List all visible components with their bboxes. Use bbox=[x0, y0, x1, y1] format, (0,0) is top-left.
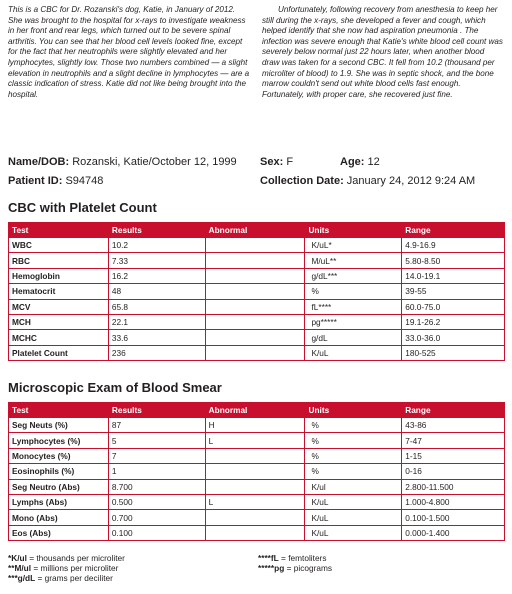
column-header: Results bbox=[108, 403, 205, 418]
units-cell: % bbox=[305, 418, 402, 433]
legend-abbreviation: *****pg bbox=[258, 563, 285, 573]
range-cell: 4.9-16.9 bbox=[402, 238, 505, 253]
table-row bbox=[9, 433, 505, 448]
range-cell: 14.0-19.1 bbox=[402, 268, 505, 283]
table-row bbox=[9, 238, 505, 253]
test-name-cell: Lymphocytes (%) bbox=[9, 433, 109, 448]
patient-info bbox=[8, 152, 504, 190]
result-cell: 22.1 bbox=[108, 314, 205, 329]
legend-item bbox=[8, 553, 258, 563]
result-cell: 33.6 bbox=[108, 330, 205, 345]
table-row bbox=[9, 448, 505, 463]
units-cell: K/uL bbox=[305, 494, 402, 509]
legend-definition: = picograms bbox=[284, 563, 333, 573]
column-header: Abnormal bbox=[205, 403, 305, 418]
abnormal-flag-cell: L bbox=[205, 494, 305, 509]
units-cell: g/dL bbox=[305, 330, 402, 345]
units-cell: % bbox=[305, 433, 402, 448]
range-cell: 180-525 bbox=[402, 345, 505, 360]
legend-definition: = thousands per microliter bbox=[26, 553, 125, 563]
result-cell: 16.2 bbox=[108, 268, 205, 283]
table-row bbox=[9, 330, 505, 345]
table-row bbox=[9, 510, 505, 525]
table-row bbox=[9, 345, 505, 360]
range-cell: 2.800-11.500 bbox=[402, 479, 505, 494]
test-name-cell: RBC bbox=[9, 253, 109, 268]
result-cell: 7 bbox=[108, 448, 205, 463]
test-name-cell: MCHC bbox=[9, 330, 109, 345]
test-name-cell: Seg Neutro (Abs) bbox=[9, 479, 109, 494]
units-cell: K/uL bbox=[305, 525, 402, 540]
legend-column-right bbox=[258, 553, 332, 583]
result-cell: 5 bbox=[108, 433, 205, 448]
units-cell: % bbox=[305, 464, 402, 479]
column-header: Results bbox=[108, 223, 205, 238]
units-cell: K/uL* bbox=[305, 238, 402, 253]
abnormal-flag-cell bbox=[205, 479, 305, 494]
test-name-cell: Eosinophils (%) bbox=[9, 464, 109, 479]
table-row bbox=[9, 464, 505, 479]
column-header: Test bbox=[9, 403, 109, 418]
sex-label: Sex: bbox=[260, 155, 284, 168]
column-header: Units bbox=[305, 403, 402, 418]
table-row bbox=[9, 253, 505, 268]
legend-abbreviation: ***g/dL bbox=[8, 573, 36, 583]
abnormal-flag-cell bbox=[205, 330, 305, 345]
legend-item bbox=[8, 573, 258, 583]
test-name-cell: Platelet Count bbox=[9, 345, 109, 360]
table-row bbox=[9, 494, 505, 509]
range-cell: 0.000-1.400 bbox=[402, 525, 505, 540]
table-header-row bbox=[9, 403, 505, 418]
abnormal-flag-cell: L bbox=[205, 433, 305, 448]
legend-definition: = femtoliters bbox=[278, 553, 327, 563]
range-cell: 60.0-75.0 bbox=[402, 299, 505, 314]
abnormal-flag-cell bbox=[205, 253, 305, 268]
result-cell: 0.100 bbox=[108, 525, 205, 540]
legend-abbreviation: *K/ul bbox=[8, 553, 27, 563]
abnormal-flag-cell bbox=[205, 510, 305, 525]
abnormal-flag-cell bbox=[205, 238, 305, 253]
column-header: Range bbox=[402, 403, 505, 418]
intro-text bbox=[8, 5, 504, 100]
column-header: Test bbox=[9, 223, 109, 238]
result-cell: 48 bbox=[108, 284, 205, 299]
units-cell: fL**** bbox=[305, 299, 402, 314]
range-cell: 7-47 bbox=[402, 433, 505, 448]
smear-table bbox=[8, 402, 505, 541]
result-cell: 8.700 bbox=[108, 479, 205, 494]
legend-abbreviation: ****fL bbox=[258, 553, 279, 563]
abnormal-flag-cell bbox=[205, 314, 305, 329]
units-cell: % bbox=[305, 284, 402, 299]
abnormal-flag-cell bbox=[205, 464, 305, 479]
test-name-cell: Mono (Abs) bbox=[9, 510, 109, 525]
column-header: Units bbox=[305, 223, 402, 238]
test-name-cell: Seg Neuts (%) bbox=[9, 418, 109, 433]
legend-column-left bbox=[8, 553, 258, 583]
column-header: Abnormal bbox=[205, 223, 305, 238]
legend-definition: = millions per microliter bbox=[31, 563, 119, 573]
legend-item bbox=[8, 563, 258, 573]
result-cell: 10.2 bbox=[108, 238, 205, 253]
range-cell: 43-86 bbox=[402, 418, 505, 433]
test-name-cell: WBC bbox=[9, 238, 109, 253]
range-cell: 19.1-26.2 bbox=[402, 314, 505, 329]
test-name-cell: MCV bbox=[9, 299, 109, 314]
test-name-cell: Hematocrit bbox=[9, 284, 109, 299]
test-name-cell: Monocytes (%) bbox=[9, 448, 109, 463]
abnormal-flag-cell bbox=[205, 525, 305, 540]
legend-definition: = grams per deciliter bbox=[35, 573, 113, 583]
intro-paragraph-left: This is a CBC for Dr. Rozanski's dog, Katie, in January of 2012. She was brought to the hospital for x-rays to investigate weakness in her front and rear legs, which turned out to be severe spinal arthritis. You can see that her blood cell levels looked fine, except for the fact that her neutrophils were slightly elevated and her lymphocytes, slightly low. Those two numbers combined — a slight elevation in neutrophils and a slight decline in lymphocytes — are a classic indication of stress. Katie did not like being brought into the hospital. bbox=[8, 5, 250, 99]
units-cell: % bbox=[305, 448, 402, 463]
units-cell: pg***** bbox=[305, 314, 402, 329]
result-cell: 0.500 bbox=[108, 494, 205, 509]
sex-value: F bbox=[286, 155, 294, 168]
abnormal-flag-cell bbox=[205, 284, 305, 299]
result-cell: 236 bbox=[108, 345, 205, 360]
range-cell: 1-15 bbox=[402, 448, 505, 463]
table-row bbox=[9, 525, 505, 540]
patient-id-label: Patient ID: bbox=[8, 174, 63, 187]
abnormal-flag-cell bbox=[205, 268, 305, 283]
range-cell: 5.80-8.50 bbox=[402, 253, 505, 268]
table-row bbox=[9, 479, 505, 494]
range-cell: 33.0-36.0 bbox=[402, 330, 505, 345]
legend-item bbox=[258, 563, 332, 573]
range-cell: 1.000-4.800 bbox=[402, 494, 505, 509]
units-cell: M/uL** bbox=[305, 253, 402, 268]
age-value: 12 bbox=[367, 155, 380, 168]
units-cell: K/uL bbox=[305, 345, 402, 360]
range-cell: 0-16 bbox=[402, 464, 505, 479]
test-name-cell: Lymphs (Abs) bbox=[9, 494, 109, 509]
table-row bbox=[9, 268, 505, 283]
cbc-table bbox=[8, 222, 505, 361]
abnormal-flag-cell bbox=[205, 448, 305, 463]
units-cell: K/uL bbox=[305, 510, 402, 525]
table-row bbox=[9, 418, 505, 433]
range-cell: 39-55 bbox=[402, 284, 505, 299]
result-cell: 65.8 bbox=[108, 299, 205, 314]
units-legend bbox=[8, 553, 504, 583]
table-header-row bbox=[9, 223, 505, 238]
table-row bbox=[9, 284, 505, 299]
result-cell: 7.33 bbox=[108, 253, 205, 268]
legend-abbreviation: **M/ul bbox=[8, 563, 32, 573]
result-cell: 87 bbox=[108, 418, 205, 433]
test-name-cell: Eos (Abs) bbox=[9, 525, 109, 540]
units-cell: K/ul bbox=[305, 479, 402, 494]
range-cell: 0.100-1.500 bbox=[402, 510, 505, 525]
result-cell: 1 bbox=[108, 464, 205, 479]
cbc-section-title: CBC with Platelet Count bbox=[8, 200, 157, 215]
name-value: Rozanski, Katie/October 12, 1999 bbox=[72, 155, 237, 168]
abnormal-flag-cell bbox=[205, 345, 305, 360]
smear-section-title: Microscopic Exam of Blood Smear bbox=[8, 380, 222, 395]
test-name-cell: Hemoglobin bbox=[9, 268, 109, 283]
name-label: Name/DOB: bbox=[8, 155, 70, 168]
age-label: Age: bbox=[340, 155, 365, 168]
table-row bbox=[9, 314, 505, 329]
result-cell: 0.700 bbox=[108, 510, 205, 525]
collection-date-label: Collection Date: bbox=[260, 174, 344, 187]
abnormal-flag-cell: H bbox=[205, 418, 305, 433]
table-row bbox=[9, 299, 505, 314]
legend-item bbox=[258, 553, 332, 563]
patient-id-value: S94748 bbox=[65, 174, 104, 187]
units-cell: g/dL*** bbox=[305, 268, 402, 283]
test-name-cell: MCH bbox=[9, 314, 109, 329]
intro-paragraph-right: Unfortunately, following recovery from anesthesia to keep her still during the x-rays, she developed a fever and cough, which helped identify that she now had aspiration pneumonia . The infection was severe enough that Katie's white blood cell count was severely below normal just 22 hours later, when another blood draw was taken for a second CBC. It fell from 10.2 (thousand per microliter of blood) to 1.9. She was in septic shock, and the bone marrow couldn't send out white blood cells fast enough. Fortunately, with proper care, she recovered just fine. bbox=[262, 5, 503, 99]
column-header: Range bbox=[402, 223, 505, 238]
collection-date-value: January 24, 2012 9:24 AM bbox=[346, 174, 476, 187]
abnormal-flag-cell bbox=[205, 299, 305, 314]
